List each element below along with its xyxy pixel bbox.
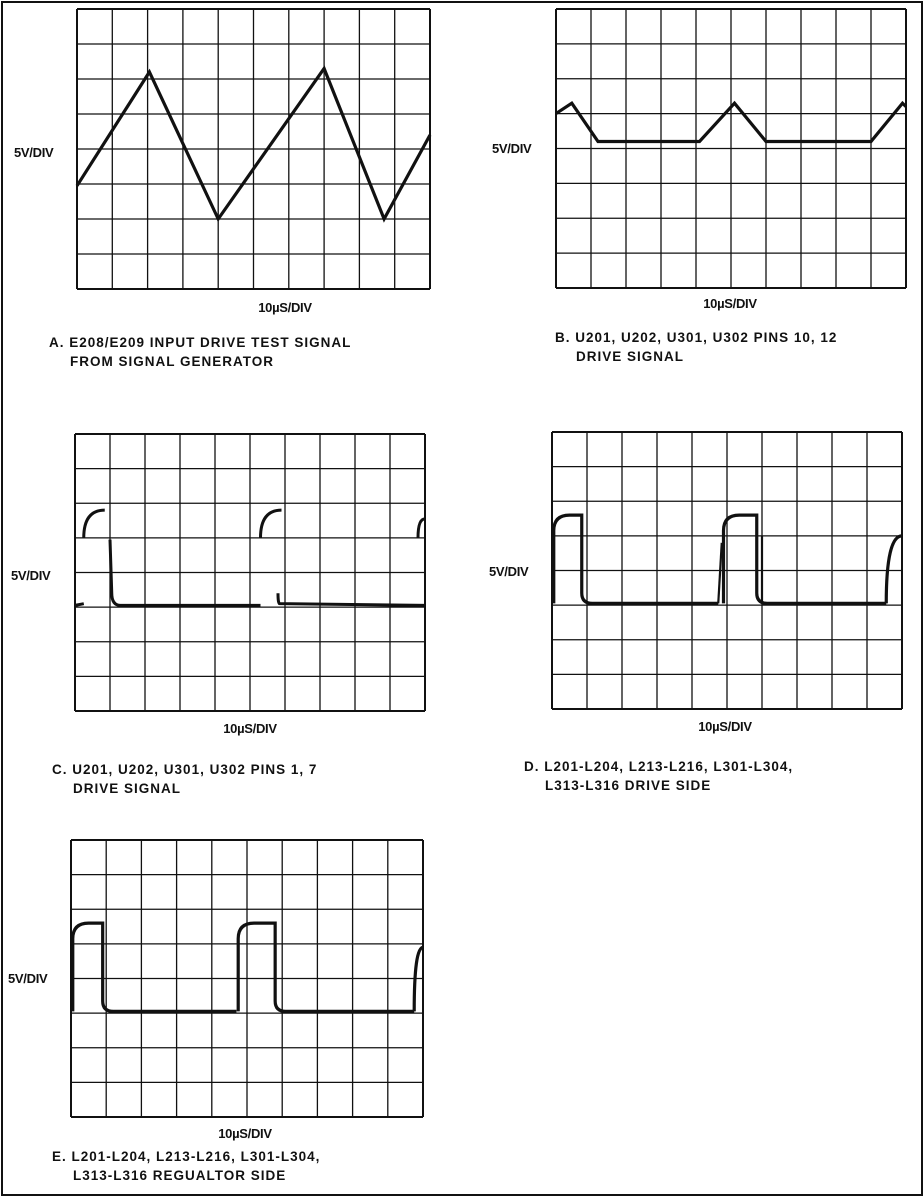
caption-line-1: C. U201, U202, U301, U302 PINS 1, 7 <box>52 762 318 777</box>
caption-line-2: DRIVE SIGNAL <box>576 349 685 364</box>
caption-line-2: FROM SIGNAL GENERATOR <box>70 354 275 369</box>
caption-line-1: D. L201-L204, L213-L216, L301-L304, <box>524 759 794 774</box>
x-scale-label: 10µS/DIV <box>223 721 277 736</box>
caption-c <box>52 760 317 798</box>
caption-line-2: DRIVE SIGNAL <box>73 781 182 796</box>
y-scale-label: 5V/DIV <box>8 971 48 986</box>
x-scale-label: 10µS/DIV <box>258 300 312 315</box>
x-scale-label: 10µS/DIV <box>218 1126 272 1141</box>
page-border <box>1 1 923 1196</box>
caption-line-2: L313-L316 REGUALTOR SIDE <box>73 1168 287 1183</box>
caption-line-1: B. U201, U202, U301, U302 PINS 10, 12 <box>555 330 838 345</box>
y-scale-label: 5V/DIV <box>492 141 532 156</box>
y-scale-label: 5V/DIV <box>14 145 54 160</box>
caption-line-1: E. L201-L204, L213-L216, L301-L304, <box>52 1149 321 1164</box>
y-scale-label: 5V/DIV <box>489 564 529 579</box>
caption-line-2: L313-L316 DRIVE SIDE <box>545 778 712 793</box>
caption-d <box>524 757 793 795</box>
caption-a <box>49 333 351 371</box>
y-scale-label: 5V/DIV <box>11 568 51 583</box>
x-scale-label: 10µS/DIV <box>703 296 757 311</box>
x-scale-label: 10µS/DIV <box>698 719 752 734</box>
caption-b <box>555 328 837 366</box>
caption-line-1: A. E208/E209 INPUT DRIVE TEST SIGNAL <box>49 335 352 350</box>
caption-e <box>52 1147 320 1185</box>
